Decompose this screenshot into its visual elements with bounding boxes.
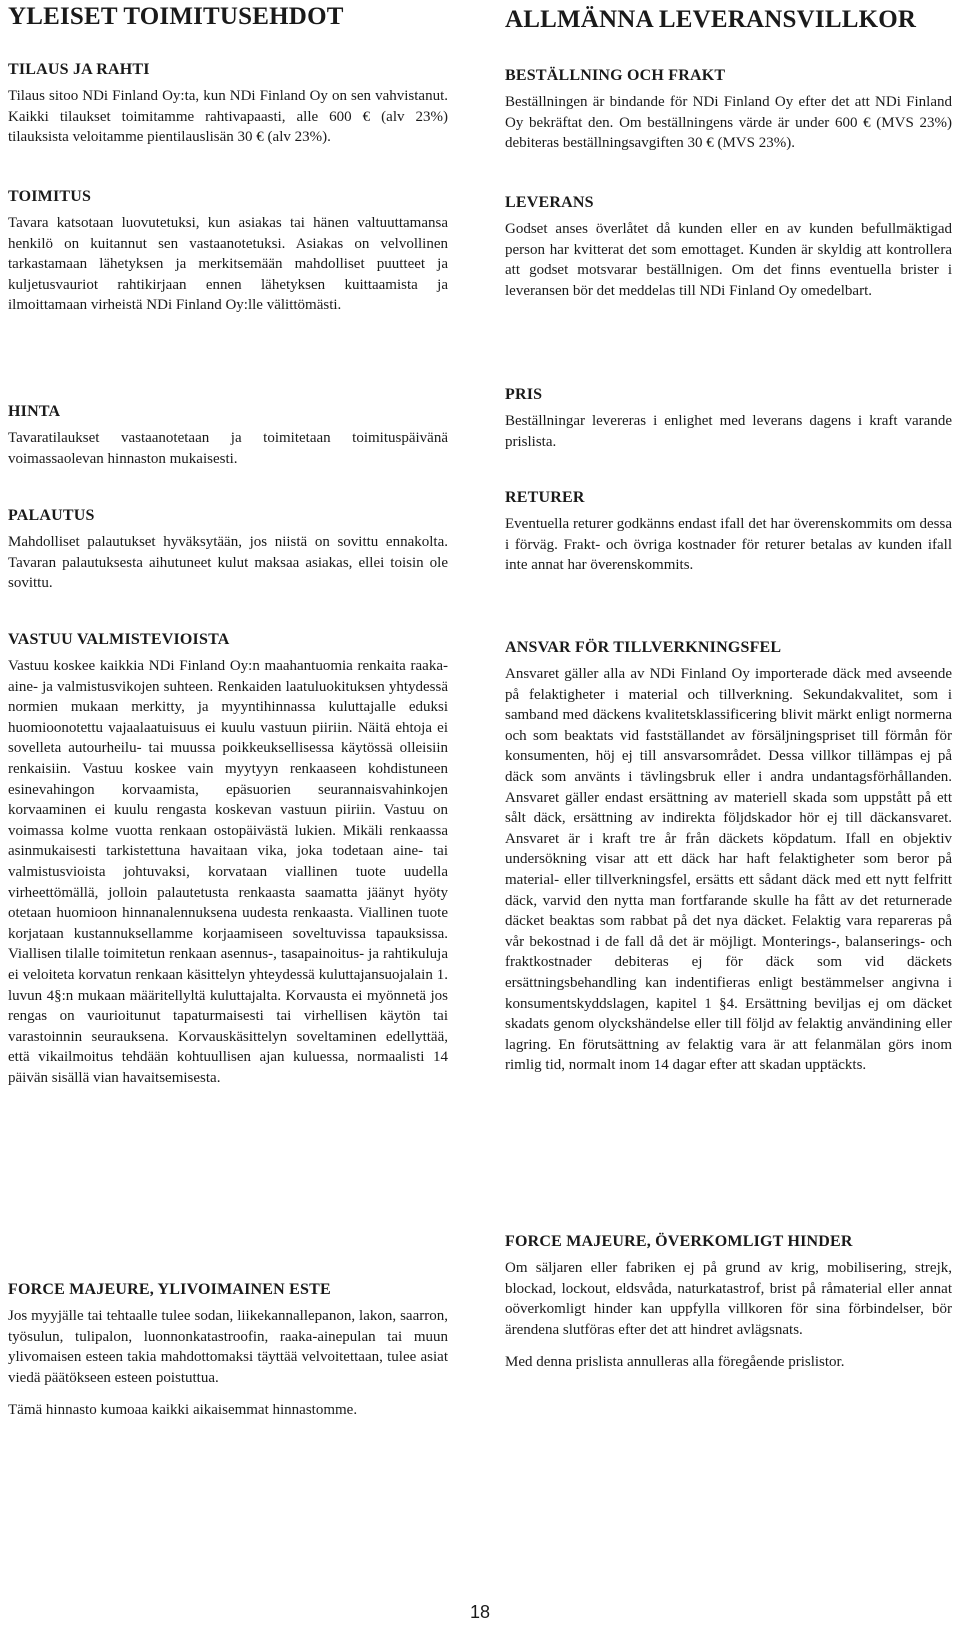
section-heading: RETURER: [505, 489, 585, 506]
section-heading: HINTA: [8, 403, 61, 420]
section-heading: TOIMITUS: [8, 188, 92, 205]
section-returer: [505, 488, 952, 576]
page-number: 18: [469, 1602, 491, 1622]
section-text: Godset anses överlåtet då kunden eller en av kunden befullmäktigad person har kvitterat det som emottaget. Kunden är skyldig att kontrollera att godset motsvarar beställnigen. Om det finns eventuella brister i leveransen bör det meddelas till NDi Finland Oy omedelbart.: [505, 221, 952, 299]
section-text: Jos myyjälle tai tehtaalle tulee sodan, liikekannallepanon, lakon, saarron, työsulun, tulipalon, luonnonkatastroofin, raaka-ainepulan tai muun ylivomaisen esteen takia mahdottomaksi täyttää velvoitettaan, tulee asiat viedä päätökseen esteen poistuttua.: [8, 1308, 448, 1386]
section-heading: ANSVAR FÖR TILLVERKNINGSFEL: [505, 639, 782, 656]
section-text: Tavaratilaukset vastaanotetaan ja toimitetaan toimituspäivänä voimassaolevan hinnaston mukaisesti.: [8, 430, 448, 467]
section-heading: PRIS: [505, 386, 543, 403]
section-toimitus: [8, 187, 448, 316]
section-text: Beställningen är bindande för NDi Finland Oy efter det att NDi Finland Oy bekräftat den. Om beställningens värde är under 600 € (MVS 23%) debiteras beställningsavgiften 30 € (MVS 23%).: [505, 94, 952, 152]
section-text: Om säljaren eller fabriken ej på grund av krig, mobilisering, strejk, blockad, lockout, eldsvåda, naturkatastrof, brist på råmaterial eller annat oöverkomligt hinder kan uppfylla villkoren för sina förbindelser, bör ärendena slutföras efter det att hindret avlägsnats.: [505, 1260, 952, 1338]
closing-note: Tämä hinnasto kumoaa kaikki aikaisemmat hinnastomme.: [8, 1402, 358, 1419]
closing-note: Med denna prislista annulleras alla föregående prislistor.: [505, 1354, 845, 1371]
finnish-title: YLEISET TOIMITUSEHDOT: [8, 3, 344, 30]
section-force-majeure-sv: [505, 1232, 952, 1373]
section-bestallning-och-frakt: [505, 66, 952, 154]
section-text: Vastuu koskee kaikkia NDi Finland Oy:n maahantuomia renkaita raaka-aine- ja valmistusvikojen suhteen. Renkaiden laatuluokituksen yhtydessä normien mukaan merkitty, ja myyntihinnassa kuluttajalle eduksi huomioonotettu vajaalaatuisuus ei kuulu vastuun piiriin. Näitä ehtoja ei sovelleta autourheilu- tai muussa poikkeuksellisessa käytössä olleisiin renkaisiin. Vastuu koskee vain myytyyn renkaaseen kohdistuneen esinevahingon korvaamista, epäsuorien seurannaisvahinkojen korvaaminen ei kuulu rengasta koskevan vastuun piiriin. Vastuu on voimassa kolme vuotta renkaan ostopäivästä lukien. Mikäli renkaassa asinmukaisesti tarkistettuna havaitaan vika, joka todetaan aine- tai valmistusvioista johtuvaksi, korvataan viallinen tuote uudella virheettömällä, jolloin palautetusta renkaasta saamatta jäänyt hyöty otetaan huomioon hinnanalennuksena uudesta renkaasta. Viallinen tuote korjataan kustannuksellamme korjaamiseen soveltuvissa tapauksissa. Viallisen tilalle toimitetun renkaan asennus-, tasapainoitus- ja rahtikuluja ei veloiteta korvatun renkaan käsittelyn yhteydessä kuluttajansuojalain 1. luvun 4§:n mukaan määritellyltä kuluttajalta. Korvausta ei myönnetä jos rengas on vaurioitunut tapaturmaisesti tai virhellisen käytön tai varastoinnin seurauksena. Korvauskäsittelyn soveltaminen edellyttää, että vikailmoitus tehdään kohtuullisen ajan kuluessa, normaalisti 14 päivän sisällä vian havaitsemisesta.: [8, 658, 448, 1086]
section-palautus: [8, 506, 448, 594]
section-heading: LEVERANS: [505, 194, 594, 211]
section-leverans: [505, 193, 952, 301]
section-text: Beställningar levereras i enlighet med leverans dagens i kraft varande prislista.: [505, 413, 952, 450]
section-hinta: [8, 402, 448, 469]
section-heading: FORCE MAJEURE, ÖVERKOMLIGT HINDER: [505, 1233, 853, 1250]
section-pris: [505, 385, 952, 452]
section-force-majeure-fi: [8, 1280, 448, 1421]
section-text: Tilaus sitoo NDi Finland Oy:ta, kun NDi Finland Oy on sen vahvistanut. Kaikki tilaukset toimitamme rahtivapaasti, alle 600 € (alv 23%) tilauksista veloitamme pientilauslisän 30 € (alv 23%).: [8, 88, 448, 146]
section-text: Tavara katsotaan luovutetuksi, kun asiakas tai hänen valtuuttamansa henkilö on kuitannut sen vastaanotetuksi. Asiakas on velvollinen tarkastamaan lähetyksen ja merkitsemään mahdolliset puutteet ja kuljetusvauriot rahtikirjaan ennen lähetyksen kuittaamista ja ilmoittamaan virheistä NDi Finland Oy:lle välittömästi.: [8, 215, 448, 314]
section-heading: VASTUU VALMISTEVIOISTA: [8, 631, 230, 648]
section-text: Mahdolliset palautukset hyväksytään, jos niistä on sovittu ennakolta. Tavaran palautuksesta aihutuneet kulut maksaa asiakas, ellei toisin ole sovittu.: [8, 534, 448, 592]
section-vastuu-valmistevioista: [8, 630, 448, 1088]
section-heading: TILAUS JA RAHTI: [8, 61, 150, 78]
section-heading: PALAUTUS: [8, 507, 95, 524]
swedish-title: ALLMÄNNA LEVERANSVILLKOR: [505, 6, 917, 33]
section-text: Eventuella returer godkänns endast ifall det har överenskommits om dessa i förväg. Frakt- och övriga kostnader för returer betalas av kunden ifall inte annat har överenskommits.: [505, 516, 952, 574]
section-heading: FORCE MAJEURE, YLIVOIMAINEN ESTE: [8, 1281, 331, 1298]
section-ansvar-for-tillverkningsfel: [505, 638, 952, 1076]
section-text: Ansvaret gäller alla av NDi Finland Oy importerade däck med avseende på felaktigheter i material och tillverkning. Sekundakvalitet, som i samband med däckens kvalitetsklassificering blivit märkt enligt normerna och som beaktats vid fastställandet av försäljningspriset till förmån för konsumenten, höj ej till ansvarsområdet. Dessa villkor tillämpas ej på däck som använts i tävlingsbruk eller i andra undantagsförhållanden. Ansvaret gäller endast ersättning av materiell skada som uppstått på ett sålt däck, ersättning av indirekta följdskador hör ej till däckansvaret. Ansvaret är i kraft tre år från däckets köpdatum. Ifall en objektiv undersökning visar att ett däck har haft felaktigheter som beror på material- eller tillverkningsfel, ersätts ett sådant däck med ett nytt felfritt däck, varvid den nytta man fortfarande skulle ha fått av det returnerade däcket beaktas som rabbat på det nya däcket. Felaktig vara repareras på vår bekostnad i de fall då det är möjligt. Monterings-, balanserings- och fraktkostnader debiteras ej för däck som vid däckets ersättningsbehandling kan indentifieras enligt bestämmelser angivna i konsumentskyddslagen, kapitel 1 §4. Ersättning beviljas ej om däcket skadats genom olyckshändelse eller till följd av felaktig användining eller lagring. En förutsättning av felaktig vara är att felanmälan görs inom rimlig tid, normalt inom 14 dagar efter att skadan upptäckts.: [505, 666, 952, 1074]
section-heading: BESTÄLLNING OCH FRAKT: [505, 67, 726, 84]
section-tilaus-ja-rahti: [8, 60, 448, 148]
